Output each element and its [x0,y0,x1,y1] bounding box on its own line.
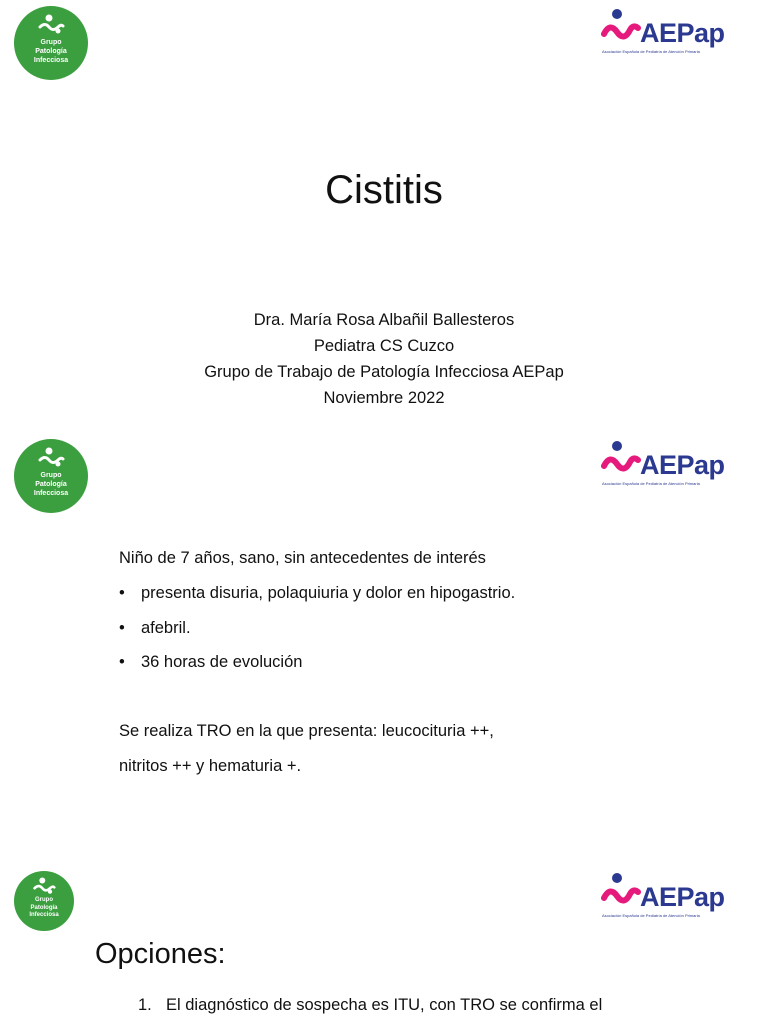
author-line: Noviembre 2022 [323,389,445,407]
slide-title [0,0,768,430]
option-text: El diagnóstico de sospecha es ITU, con TRO se confirma el [166,996,603,1014]
author-line: Pediatra CS Cuzco [313,337,455,355]
aepap-wordmark: AEPap [640,18,725,48]
aepap-mark-icon [600,438,642,480]
case-intro: Niño de 7 años, sano, sin antecedentes de interés [119,549,486,567]
aepap-wordmark: AEPap [640,882,725,912]
aepap-subtitle: Asociación Española de Pediatría de Atención Primaria [602,481,700,486]
child-figure-icon [37,447,65,469]
aepap-logo [600,6,740,56]
gpi-line: Infecciosa [33,490,69,497]
gpi-line: Grupo [40,39,62,46]
aepap-wordmark: AEPap [640,450,725,480]
options-heading: Opciones: [95,938,226,970]
slide-options [0,860,768,1024]
gpi-line: Infecciosa [33,57,69,64]
aepap-mark-icon [600,6,642,48]
bullet: • [119,584,125,602]
list-item [119,653,302,672]
page-title: Cistitis [325,168,443,212]
aepap-logo [600,870,740,920]
author-block [0,307,768,411]
aepap-subtitle: Asociación Española de Pediatría de Atención Primaria [602,49,700,54]
grupo-patologia-infecciosa-logo [14,871,74,931]
author-line: Dra. María Rosa Albañil Ballesteros [253,311,515,329]
bullet: • [119,653,125,671]
gpi-line: Grupo [40,472,62,479]
grupo-patologia-infecciosa-logo [14,6,88,80]
aepap-mark-icon [600,870,642,912]
gpi-line: Grupo [35,897,53,903]
aepap-subtitle: Asociación Española de Pediatría de Atención Primaria [602,913,700,918]
gpi-line: Patología [35,481,67,488]
bullet-text: 36 horas de evolución [141,653,303,671]
slide-case [0,430,768,860]
list-item [119,619,191,638]
author-line: Grupo de Trabajo de Patología Infecciosa AEPap [204,363,564,381]
gpi-line: Patología [30,904,58,911]
list-item [119,584,515,603]
grupo-patologia-infecciosa-logo [14,439,88,513]
gpi-line: Patología [35,48,67,55]
option-item [138,996,602,1015]
aepap-logo [600,438,740,488]
case-findings-line: nitritos ++ y hematuria +. [119,757,302,775]
gpi-line: Infecciosa [29,912,59,918]
bullet: • [119,619,125,637]
child-figure-icon [32,877,56,896]
bullet-text: presenta disuria, polaquiuria y dolor en hipogastrio. [141,584,516,602]
bullet-text: afebril. [141,619,191,637]
child-figure-icon [37,14,65,36]
case-findings-line: Se realiza TRO en la que presenta: leucocituria ++, [119,722,494,740]
option-number: 1. [138,996,152,1014]
